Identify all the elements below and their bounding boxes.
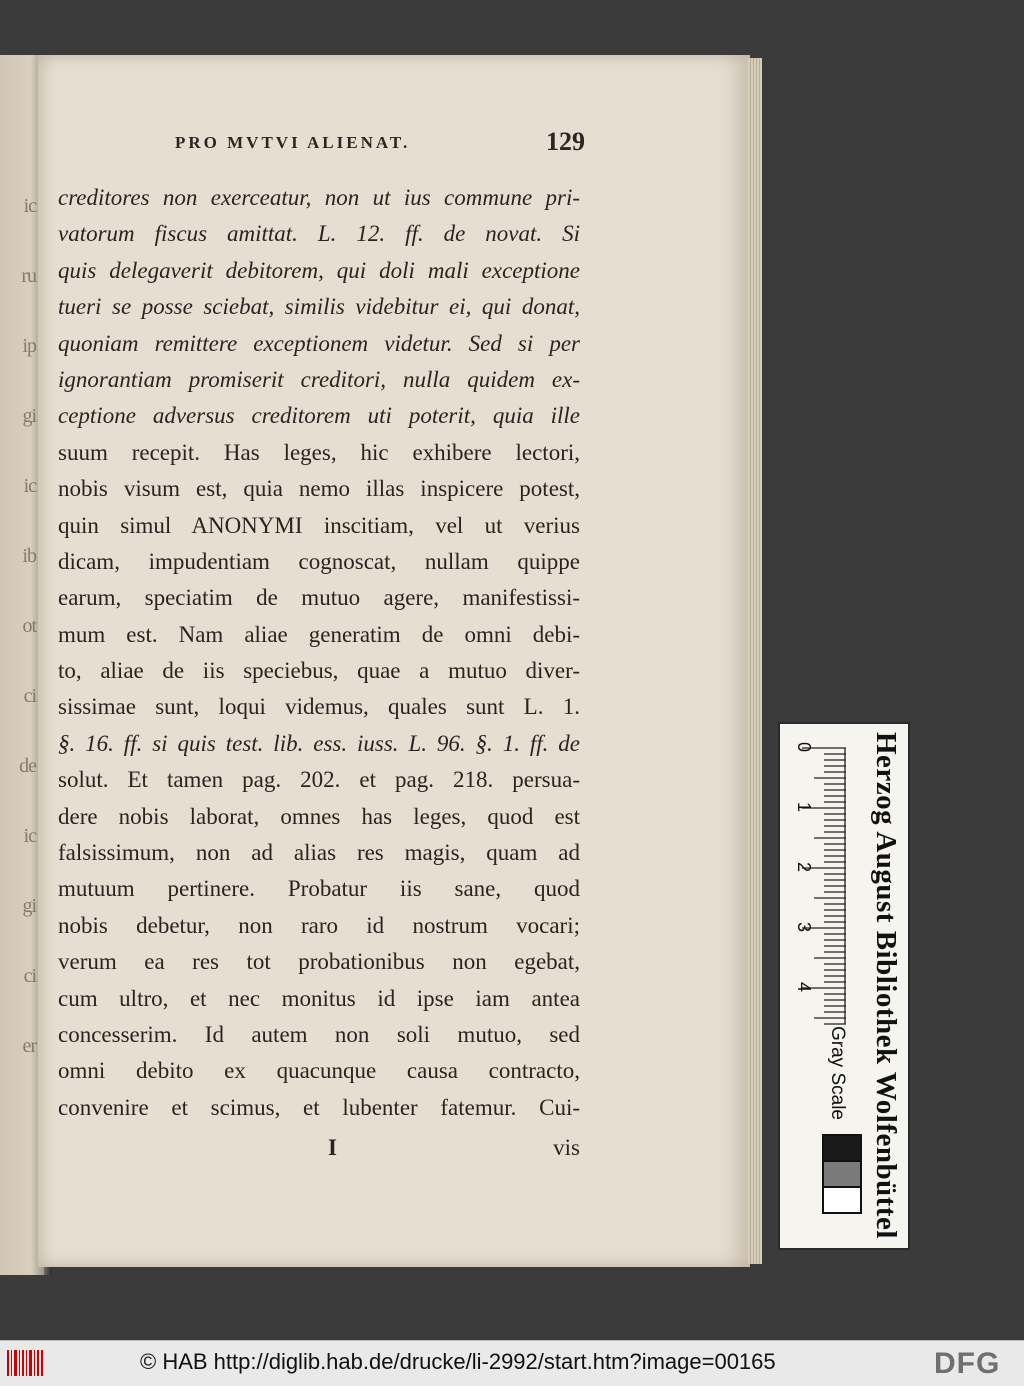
margin-fragment: ci [23,685,36,707]
gray-scale-label: Gray Scale [827,1026,848,1120]
text-line: earum, speciatim de mutuo agere, manifestissi- [58,585,580,611]
margin-fragment: de [19,755,36,777]
margin-fragment: ru [21,265,36,287]
ruler-number: 1 [794,802,814,813]
text-line: concesserim. Id autem non soli mutuo, sed [58,1021,580,1047]
margin-fragment: ip [22,335,36,357]
margin-fragment: ci [23,965,36,987]
text-line: ignorantiam promiserit creditori, nulla quidem ex- [58,366,580,392]
text-line: quoniam remittere exceptionem videtur. Sed si per [58,330,580,356]
text-line: ceptione adversus creditorem uti poterit, quia ille [58,403,580,429]
gray-swatch [822,1186,862,1214]
text-line: quin simul ANONYMI inscitiam, vel ut verius [58,512,580,538]
page-footer [58,1135,580,1171]
ruler-label: Herzog August Bibliothek Wolfenbüttel [870,732,902,1239]
text-line: creditores non exerceatur, non ut ius commune pri- [58,185,580,210]
dfg-logo: DFG [934,1347,1001,1380]
scale-ruler [778,722,910,1250]
text-line: vatorum fiscus amittat. L. 12. ff. de novat. Si [58,221,580,247]
gray-swatch [822,1160,862,1188]
text-line: mutuum pertinere. Probatur iis sane, quod [58,876,580,902]
text-line: tueri se posse sciebat, similis videbitur ei, qui donat, [58,294,580,320]
margin-fragment: gi [22,895,36,917]
page-header [175,127,585,167]
margin-fragment: ib [22,545,36,567]
text-line: dere nobis laborat, omnes has leges, quod est [58,803,580,829]
text-line: solut. Et tamen pag. 202. et pag. 218. persua- [58,767,580,793]
text-line: falsissimum, non ad alias res magis, quam ad [58,840,580,866]
margin-fragment: ot [22,615,36,637]
ruler-number: 3 [794,922,814,933]
body-text [58,180,580,1126]
text-line: suum recepit. Has leges, hic exhibere lectori, [58,439,580,465]
text-line: dicam, impudentiam cognoscat, nullam quippe [58,548,580,574]
catchword: vis [553,1135,580,1160]
viewer-footer [0,1340,1024,1386]
page-number: 129 [546,127,585,156]
margin-fragment: ic [23,475,36,497]
signature-mark: I [328,1135,337,1160]
text-line: quis delegaverit debitorem, qui doli mali exceptione [58,257,580,283]
page-stack-edges [748,58,762,1264]
text-line: §. 16. ff. si quis test. lib. ess. iuss. L. 96. §. 1. ff. de [58,730,580,756]
text-line: sissimae sunt, loqui videmus, quales sunt L. 1. [58,694,580,720]
copyright-link[interactable]: © HAB http://diglib.hab.de/drucke/li-2992/start.htm?image=00165 [140,1349,776,1374]
running-head: PRO MVTVI ALIENAT. [175,133,411,152]
margin-fragment: ic [23,825,36,847]
margin-fragment: ic [23,195,36,217]
ruler-number: 0 [794,742,814,753]
ruler-number: 4 [794,982,814,993]
ruler-scale [788,730,846,1030]
text-line: mum est. Nam aliae generatim de omni debi- [58,621,580,647]
text-line: convenire et scimus, et lubenter fatemur. Cui- [58,1094,580,1120]
gray-swatch [822,1134,862,1162]
text-line: nobis visum est, quia nemo illas inspicere potest, [58,476,580,502]
text-line: omni debito ex quacunque causa contracto, [58,1058,580,1084]
ruler-number: 2 [794,862,814,873]
margin-fragment: er [22,1035,36,1057]
margin-fragment: gi [22,405,36,427]
barcode-icon [6,1348,46,1378]
text-line: nobis debetur, non raro id nostrum vocari; [58,912,580,938]
text-line: verum ea res tot probationibus non egebat, [58,949,580,975]
text-line: cum ultro, et nec monitus id ipse iam antea [58,985,580,1011]
text-line: to, aliae de iis speciebus, quae a mutuo diver- [58,658,580,684]
